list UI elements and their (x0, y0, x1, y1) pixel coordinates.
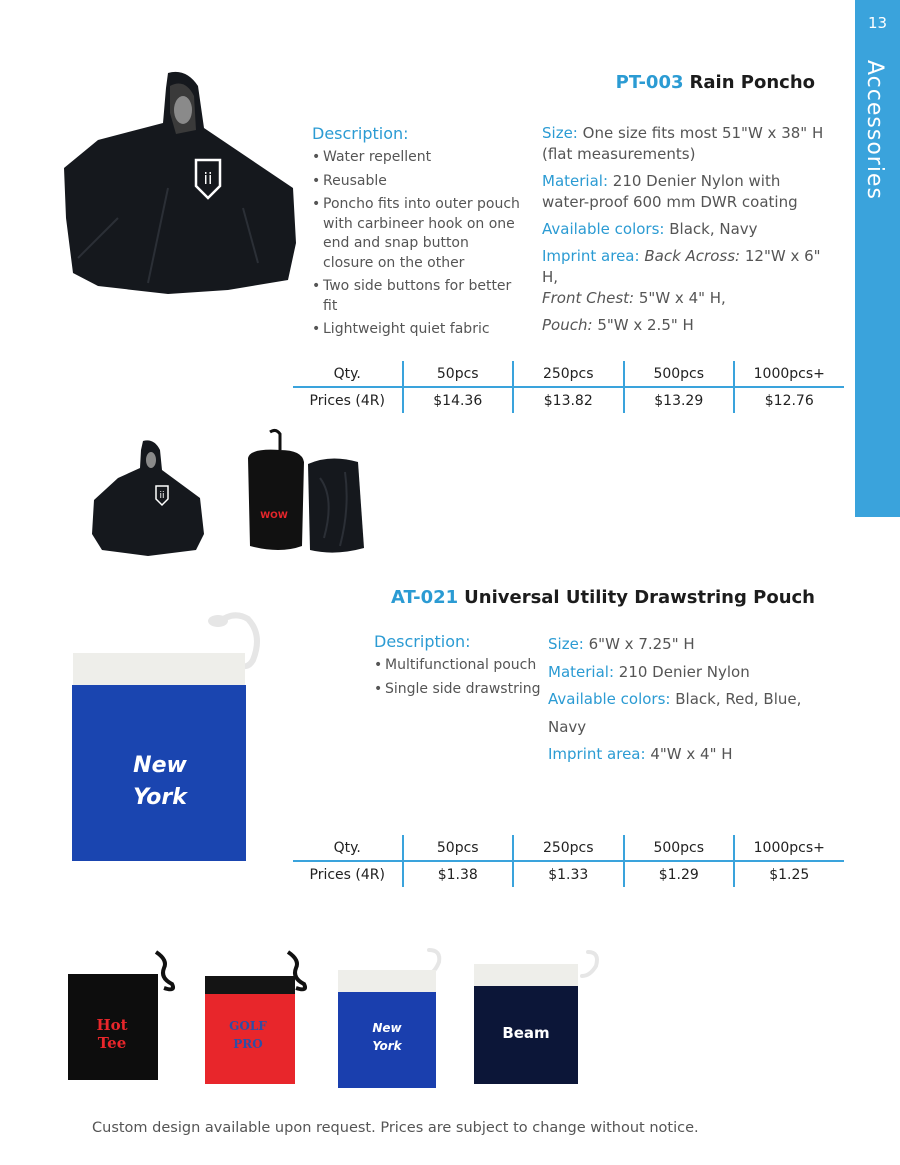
price-cell: $1.38 (403, 861, 514, 887)
spec-size-value: 6"W x 7.25" H (588, 635, 695, 653)
poncho-price-table (293, 361, 844, 413)
spec-imprint-front-label: Front Chest: (542, 289, 635, 307)
spec-material-label: Material: (548, 662, 614, 681)
list-item: • Reusable (312, 172, 522, 192)
spec-colors-label: Available colors: (548, 690, 671, 708)
spec-material-label: Material: (542, 172, 608, 190)
price-cell: $13.29 (624, 387, 735, 413)
variant-text-line2: Tee (97, 1034, 127, 1052)
qty-cell: 250pcs (513, 361, 624, 387)
poncho-logo-text: ii (203, 169, 213, 188)
pouch-imprint-line1: New (133, 753, 187, 778)
list-item: • Poncho fits into outer pouch with carbineer hook on one end and snap button closure on the other (312, 195, 522, 273)
poncho-pouch-imprint: WOW (260, 511, 288, 521)
list-item: • Single side drawstring (374, 680, 544, 700)
poncho-main-image (58, 68, 298, 298)
table-row (293, 387, 844, 413)
poncho-description-list (312, 148, 522, 344)
variant-text-line1: GOLF (229, 1019, 267, 1033)
pouch-main-image (68, 605, 278, 867)
table-row (293, 861, 844, 887)
product-code: PT-003 (615, 72, 684, 93)
qty-label: Qty. (293, 835, 403, 861)
price-cell: $1.29 (624, 861, 735, 887)
poncho-pouch-image (240, 428, 370, 558)
spec-colors-value: Black, Red, Blue, Navy (548, 690, 802, 736)
spec-imprint-label: Imprint area: (548, 745, 646, 763)
spec-colors-label: Available colors: (542, 220, 665, 238)
spec-colors-value: Black, Navy (669, 220, 758, 238)
table-row (293, 835, 844, 861)
qty-cell: 250pcs (513, 835, 624, 861)
variant-text-line2: York (372, 1039, 402, 1053)
variant-text-line2: PRO (233, 1037, 263, 1051)
pouch-description-heading: Description: (374, 632, 471, 651)
list-item: • Multifunctional pouch (374, 656, 544, 676)
pouch-imprint-line2: York (133, 785, 187, 810)
price-label: Prices (4R) (293, 861, 403, 887)
spec-imprint-back-value: 12"W x 6" H, (542, 247, 821, 286)
price-cell: $1.33 (513, 861, 624, 887)
product-name: Universal Utility Drawstring Pouch (464, 587, 815, 608)
spec-imprint-pouch-value: 5"W x 2.5" H (597, 316, 694, 334)
variant-text-line1: New (372, 1021, 402, 1035)
qty-cell: 500pcs (624, 835, 735, 861)
pouch-variant-blue (335, 944, 455, 1090)
pouch-variant-navy (470, 944, 606, 1090)
spec-imprint-label: Imprint area: (542, 247, 640, 265)
qty-cell: 1000pcs+ (734, 835, 844, 861)
pouch-variant-red (200, 948, 320, 1086)
table-row (293, 361, 844, 387)
poncho-small-image (88, 438, 208, 558)
price-cell: $12.76 (764, 392, 814, 409)
pouch-variant-black (64, 948, 184, 1084)
spec-size-label: Size: (542, 124, 578, 142)
product-title-poncho (616, 72, 815, 93)
qty-label: Qty. (293, 361, 403, 387)
qty-cell: 500pcs (624, 361, 735, 387)
price-label: Prices (4R) (293, 387, 403, 413)
list-item: • Water repellent (312, 148, 522, 168)
price-cell: $14.36 (403, 387, 514, 413)
section-tab-label: Accessories (862, 60, 887, 200)
spec-imprint-back-label: Back Across: (644, 247, 741, 265)
pouch-specs (548, 631, 838, 769)
pouch-description-list (374, 656, 544, 703)
poncho-specs (542, 123, 827, 336)
price-cell: $13.82 (513, 387, 624, 413)
spec-size-label: Size: (548, 635, 584, 653)
spec-imprint-pouch-label: Pouch: (542, 316, 593, 334)
poncho-small-logo-text: ii (159, 491, 165, 501)
qty-cell: 50pcs (403, 835, 514, 861)
page-number: 13 (867, 14, 888, 32)
spec-imprint-value: 4"W x 4" H (650, 745, 733, 763)
footer-note: Custom design available upon request. Prices are subject to change without notice. (92, 1120, 699, 1136)
product-code: AT-021 (390, 587, 459, 608)
pouch-price-table (293, 835, 844, 887)
variant-text-line1: Hot (96, 1016, 128, 1034)
price-cell: $1.25 (769, 866, 810, 883)
spec-size-value: One size fits most 51"W x 38" H (flat measurements) (542, 124, 824, 163)
variant-text-line1: Beam (502, 1024, 550, 1042)
list-item: • Lightweight quiet fabric (312, 320, 522, 340)
qty-cell: 50pcs (403, 361, 514, 387)
product-name: Rain Poncho (689, 72, 815, 93)
product-title-pouch (391, 587, 815, 608)
spec-imprint-front-value: 5"W x 4" H, (638, 289, 726, 307)
spec-material-value: 210 Denier Nylon with water-proof 600 mm DWR coating (542, 172, 798, 211)
spec-material-value: 210 Denier Nylon (618, 662, 750, 681)
list-item: • Two side buttons for better fit (312, 277, 522, 316)
qty-cell: 1000pcs+ (734, 361, 844, 387)
poncho-description-heading: Description: (312, 124, 409, 143)
